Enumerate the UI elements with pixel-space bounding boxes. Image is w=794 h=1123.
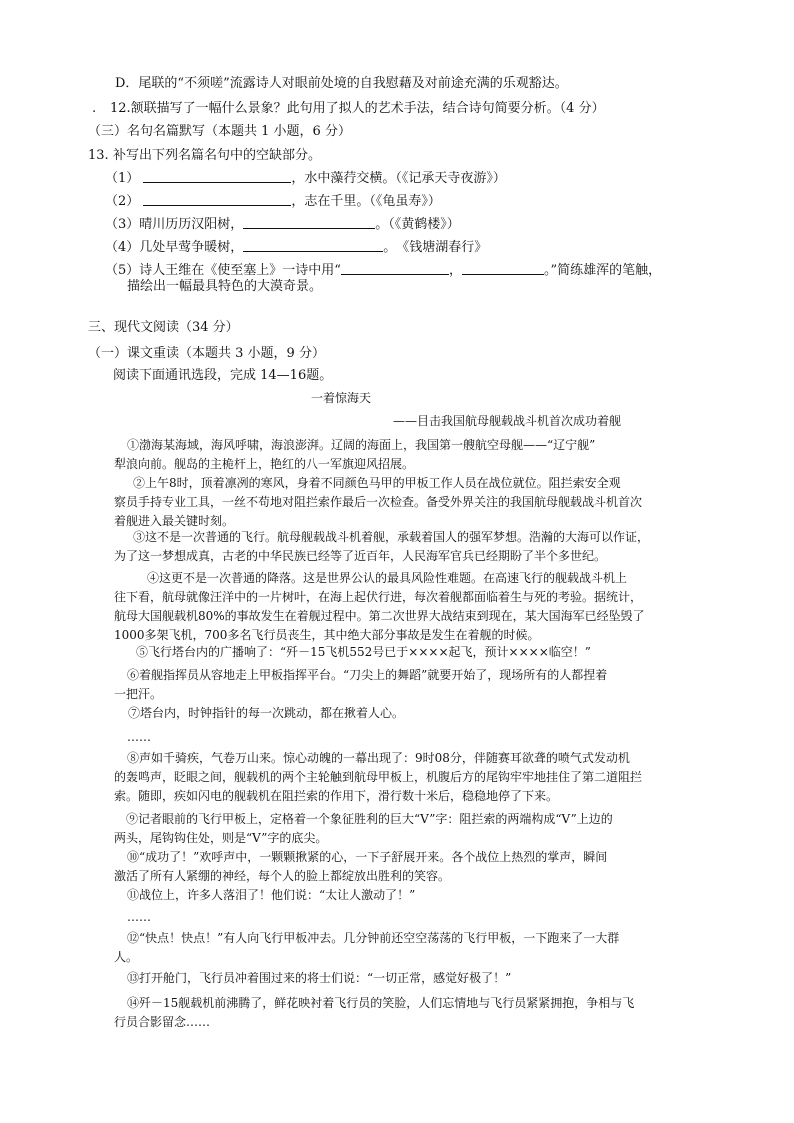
- article-paragraph-line: ③这不是一次普通的飞行。航母舰载战斗机着舰，承载着国人的强军梦想。浩瀚的大海可以作证，: [133, 530, 650, 544]
- q13-item-4: [105, 239, 487, 256]
- article-paragraph-line: ④这更不是一次普通的降落。这是世界公认的最具风险性难题。在高速飞行的舰载战斗机上: [147, 571, 628, 585]
- item-text: ，: [448, 263, 462, 278]
- question-13-number: 13.: [88, 148, 109, 163]
- answer-blank[interactable]: [341, 262, 449, 275]
- option-d: D．尾联的“不须嗟”流露诗人对眼前处境的自我慰藉及对前途充满的乐观豁达。: [115, 76, 568, 91]
- article-paragraph-line: ……: [127, 910, 151, 924]
- article-paragraph-line: ⑫“快点！快点！”有人向飞行甲板冲去。几分钟前还空空荡荡的飞行甲板，一下跑来了一大群: [127, 931, 620, 945]
- answer-blank[interactable]: [143, 193, 291, 206]
- q12-bullet: .: [92, 101, 97, 116]
- answer-blank[interactable]: [143, 170, 291, 183]
- article-paragraph-line: 为了这一梦想成真，古老的中华民族已经等了近百年，人民海军官兵已经期盼了半个多世纪。: [114, 549, 607, 563]
- article-paragraph-line: ⑪战位上，许多人落泪了！他们说：“太让人激动了！”: [127, 888, 416, 902]
- article-paragraph-line: 索。随即，疾如闪电的舰载机在阻拦索的作用下，滑行数十米后，稳稳地停了下来。: [114, 789, 559, 803]
- item-label: （5）: [105, 263, 140, 278]
- answer-blank[interactable]: [462, 262, 544, 275]
- article-paragraph-line: ⑨记者眼前的飞行甲板上，定格着一个象征胜利的巨大“V”字：阻拦索的两端构成“V”上边的: [126, 812, 613, 826]
- item-label: （1）: [105, 171, 140, 186]
- item-label: （2）: [105, 194, 140, 209]
- article-paragraph-line: ⑤飞行塔台内的广播响了：“歼－15飞机552号已于××××起飞，预计××××临空！”: [136, 645, 591, 659]
- article-paragraph-line: 的轰鸣声，眨眼之间，舰载机的两个主轮触到航母甲板上，机腹后方的尾钩牢牢地挂住了第二道阻拦: [114, 770, 643, 784]
- q13-item-2: [105, 193, 441, 210]
- q13-item-5: [105, 262, 661, 279]
- part-3-heading: 三、现代文阅读（34 分）: [88, 320, 239, 335]
- article-paragraph-line: 激活了所有人紧绷的神经，每个人的脸上都绽放出胜利的笑容。: [114, 869, 451, 883]
- article-paragraph-line: 行员合影留念……: [114, 1015, 211, 1029]
- q13-item-5-cont: 描绘出一幅最具特色的大漠奇景。: [127, 279, 323, 294]
- section-3-heading: （三）名句名篇默写（本题共 1 小题，6 分）: [88, 124, 351, 139]
- article-paragraph-line: ⑦塔台内，时钟指针的每一次跳动，都在揪着人心。: [128, 706, 405, 720]
- article-title: 一着惊海天: [311, 391, 372, 405]
- item-text: 。”简练雄浑的笔触，: [543, 263, 662, 278]
- part-3-subheading: （一）课文重读（本题共 3 小题，9 分）: [88, 346, 325, 361]
- article-paragraph-line: ……: [127, 730, 151, 744]
- article-paragraph-line: ⑥着舰指挥员从容地走上甲板指挥平台。“刀尖上的舞蹈”就要开始了，现场所有的人都捏着: [127, 668, 608, 682]
- article-paragraph-line: 航母大国舰载机80%的事故发生在着舰过程中。第二次世界大战结束到现在，某大国海军已经坠毁了: [114, 609, 645, 623]
- article-paragraph-line: ⑧声如千骑疾，气卷万山来。惊心动魄的一幕出现了：9时08分，伴随赛耳欲聋的喷气式发动机: [127, 751, 630, 765]
- reading-instruction: 阅读下面通讯选段，完成 14—16题。: [113, 368, 333, 383]
- article-paragraph-line: ⑭歼－15舰载机前沸腾了，鲜花映衬着飞行员的笑脸，人们忘情地与飞行员紧紧拥抱，争相与飞: [127, 996, 635, 1010]
- article-paragraph-line: ②上午8时，顶着凛冽的寒风，身着不同颜色马甲的甲板工作人员在战位就位。阻拦索安全观: [133, 476, 621, 490]
- answer-blank[interactable]: [243, 239, 383, 252]
- item-text: 。 《钱塘湖春行》: [383, 240, 488, 255]
- item-text: 诗人王维在《使至塞上》一诗中用“: [139, 263, 341, 278]
- item-text: 晴川历历汉阳树，: [139, 217, 244, 232]
- item-label: （4）: [105, 240, 140, 255]
- item-label: （3）: [105, 217, 140, 232]
- article-paragraph-line: 往下看，航母就像汪洋中的一片树叶，在海上起伏行进，每次着舰都面临着生与死的考验。据统计，: [114, 590, 643, 604]
- item-text: 几处早莺争暖树，: [139, 240, 244, 255]
- question-13-prompt: 补写出下列名篇名句中的空缺部分。: [113, 148, 322, 163]
- item-text: ，水中藻荇交横。（《记承天寺夜游》）: [291, 171, 506, 186]
- article-paragraph-line: 一把汗。: [114, 687, 163, 701]
- answer-blank[interactable]: [243, 216, 375, 229]
- article-paragraph-line: ⑬打开舱门，飞行员冲着围过来的将士们说：“一切正常，感觉好极了！”: [127, 971, 512, 985]
- article-paragraph-line: 察员手持专业工具，一丝不苟地对阻拦索作最后一次检查。备受外界关注的我国航母舰载战斗机首次: [114, 495, 643, 509]
- q13-item-3: [105, 216, 460, 233]
- article-paragraph-line: 1000多架飞机，700多名飞行员丧生，其中绝大部分事故是发生在着舰的时候。: [114, 628, 540, 642]
- item-text: 。（《黄鹤楼》）: [375, 217, 460, 232]
- article-subtitle: ——目击我国航母舰载战斗机首次成功着舰: [393, 414, 622, 428]
- article-paragraph-line: 着舰进入最关键时刻。: [114, 514, 235, 528]
- article-paragraph-line: ⑩“成功了！”欢呼声中，一颗颗揪紧的心，一下子舒展开来。各个战位上热烈的掌声，瞬间: [127, 850, 608, 864]
- question-12: 12.颔联描写了一幅什么景象？此句用了拟人的艺术手法，结合诗句简要分析。（4 分）: [110, 101, 605, 116]
- article-paragraph-line: ①渤海某海域，海风呼啸，海浪澎湃。辽阔的海面上，我国第一艘航空母舰——“辽宁舰”: [127, 438, 596, 452]
- item-text: ，志在千里。（《龟虽寿》）: [291, 194, 441, 209]
- q13-item-1: [105, 170, 506, 187]
- article-paragraph-line: 犁浪向前。舰岛的主桅杆上，艳红的八一军旗迎风招展。: [114, 457, 415, 471]
- article-paragraph-line: 两头，尾钩钩住处，则是“V”字的底尖。: [114, 831, 328, 845]
- article-paragraph-line: 人。: [114, 950, 139, 964]
